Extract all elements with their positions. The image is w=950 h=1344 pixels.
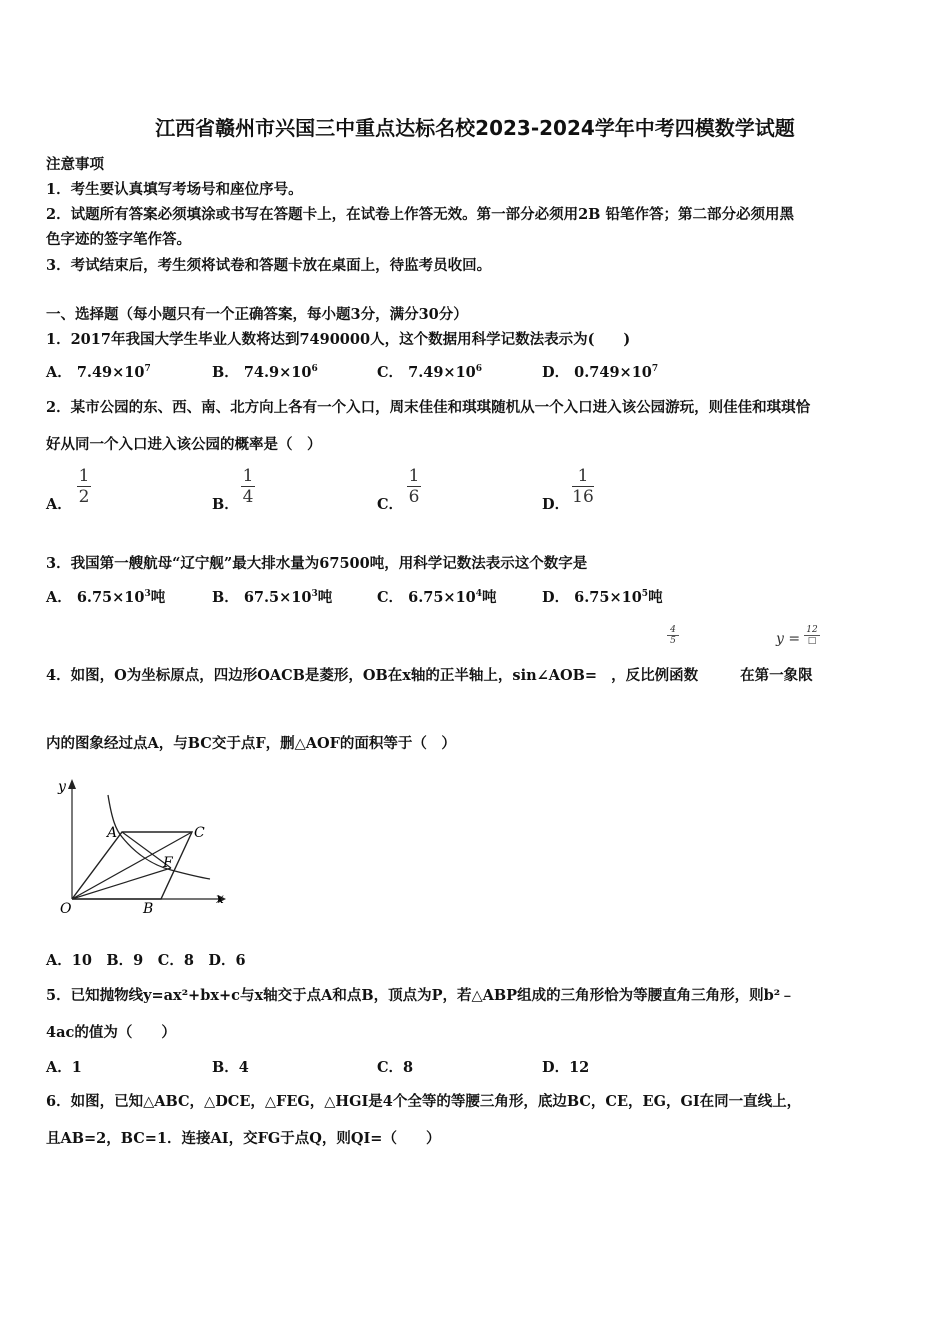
q3-stem: 3．我国第一艘航母“辽宁舰”最大排水量为67500吨，用科学记数法表示这个数字是	[46, 555, 588, 572]
q3-option-d: D． $6.75\times 10^5$吨	[542, 589, 663, 606]
q4-function-y: y =	[776, 631, 801, 647]
q2-option-b-fraction: 1 4	[242, 466, 254, 507]
q2-option-a-label: A．	[46, 496, 72, 513]
q2-stem-line2: 好从同一个入口进入该公园的概率是（ ）	[46, 436, 322, 453]
q1-option-b: B． $74.9\times 10^6$	[212, 364, 318, 381]
label-f: F	[163, 855, 173, 871]
q6-stem-line2: 且AB=2，BC=1．连接AI，交FG于点Q，则QI=（ ）	[46, 1130, 441, 1147]
page-title: 江西省赣州市兴国三中重点达标名校2023-2024学年中考四模数学试题	[155, 116, 795, 140]
diagonal-oc	[72, 832, 192, 899]
q2-option-d-label: D．	[542, 496, 570, 513]
q6-stem-line1: 6．如图，已知△ABC，△DCE，△FEG，△HGI是4个全等的等腰三角形，底边BC，CE，EG，GI在同一直线上，	[46, 1093, 802, 1110]
q5-option-c: C．8	[377, 1059, 414, 1076]
q2-option-b-label: B．	[212, 496, 239, 513]
y-axis-arrow	[68, 779, 76, 789]
q5-option-d: D．12	[542, 1059, 590, 1076]
q4-function-fraction: 12 □	[804, 625, 820, 646]
q1-stem: 1．2017年我国大学生毕业人数将达到7490000人，这个数据用科学记数法表示为( )	[46, 331, 631, 348]
section-heading: 一、选择题（每小题只有一个正确答案，每小题3分，满分30分）	[46, 306, 468, 323]
notice-item-2: 2．试题所有答案必须填涂或书写在答题卡上，在试卷上作答无效。第一部分必须用2B 铅笔作答；第二部分必须用黑	[46, 206, 794, 223]
notice-item-2-cont: 色字迹的签字笔作答。	[46, 231, 191, 248]
q2-option-a-fraction: 1 2	[78, 466, 90, 507]
q1-option-c: C． $7.49\times 10^6$	[377, 364, 483, 381]
q4-options: A．10 B．9 C．8 D．6	[46, 952, 246, 969]
label-a: A	[107, 825, 118, 841]
q5-stem-line2: 4ac的值为（ ）	[46, 1024, 176, 1041]
q1-option-d: D． $0.749\times 10^7$	[542, 364, 659, 381]
label-o: O	[60, 901, 72, 917]
label-x: x	[216, 891, 224, 907]
label-c: C	[194, 825, 205, 841]
notice-item-3: 3．考试结束后，考生须将试卷和答题卡放在桌面上，待监考员收回。	[46, 257, 492, 274]
q5-stem-line1: 5．已知抛物线y=ax²+bx+c与x轴交于点A和点B，顶点为P，若△ABP组成的三角形恰为等腰直角三角形，则b²﹣	[46, 987, 795, 1004]
q3-option-c: C． $6.75\times 10^4$吨	[377, 589, 497, 606]
segment-of	[72, 868, 171, 899]
q2-stem-line1: 2．某市公园的东、西、南、北方向上各有一个入口，周末佳佳和琪琪随机从一个入口进入该公园游玩，则佳佳和琪琪恰	[46, 399, 811, 416]
label-y: y	[58, 779, 66, 795]
q2-option-c-label: C．	[377, 496, 404, 513]
q3-option-b: B． $67.5\times 10^3$吨	[212, 589, 333, 606]
q5-option-a: A．1	[46, 1059, 82, 1076]
q4-stem-line2: 内的图象经过点A，与BC交于点F，删△AOF的面积等于（ ）	[46, 735, 456, 752]
q4-stem-line1: 4．如图，O为坐标原点，四边形OACB是菱形，OB在x轴的正半轴上，sin∠AOB= ，反比例函数 在第一象限	[46, 667, 813, 684]
q4-sin-fraction: 4 5	[667, 625, 679, 646]
notice-item-1: 1．考生要认真填写考场号和座位序号。	[46, 181, 303, 198]
q5-option-b: B．4	[212, 1059, 249, 1076]
q2-option-d-fraction: 1 16	[572, 466, 594, 507]
label-b: B	[143, 901, 154, 917]
q2-option-c-fraction: 1 6	[408, 466, 420, 507]
q4-figure	[50, 775, 235, 920]
q1-option-a: A． $7.49\times 10^7$	[46, 364, 151, 381]
q3-option-a: A． $6.75\times 10^3$吨	[46, 589, 166, 606]
notice-heading: 注意事项	[46, 156, 104, 173]
